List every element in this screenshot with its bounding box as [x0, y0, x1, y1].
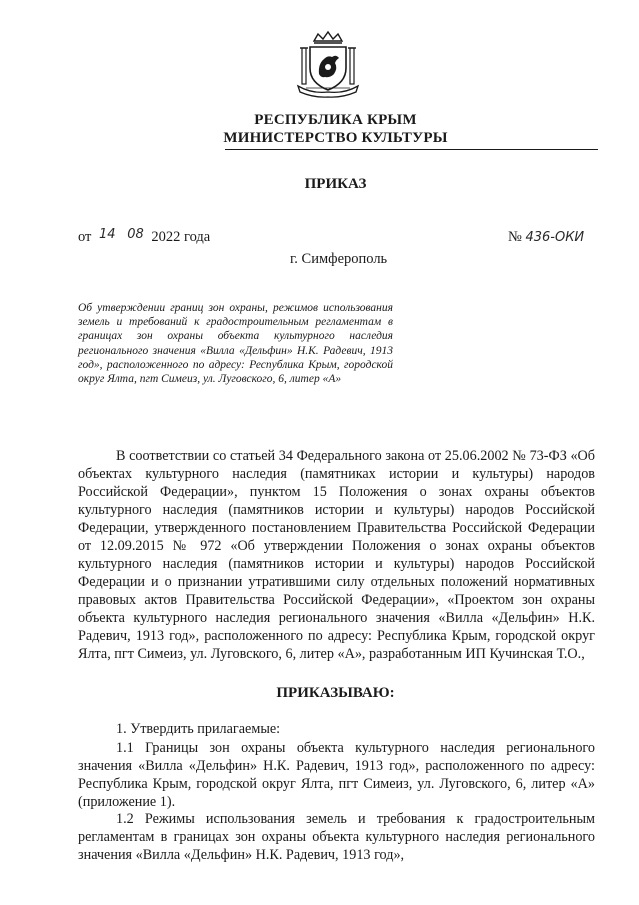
ministry-title: МИНИСТЕРСТВО КУЛЬТУРЫ — [223, 130, 448, 146]
preamble-paragraph: В соответствии со статьей 34 Федерального закона от 25.06.2002 № 73-ФЗ «Об объектах культурного наследия (памятниках истории и культуры) народов Российской Федерации», пунктом 15 Положения о зонах охраны объектов культурного наследия (памятников истории и культуры) народов Российской Федерации, утвержденного постановлением Правительства Российской Федерации от 12.09.2015 № 972 «Об утверждении Положения о зонах охраны объектов культурного наследия (памятников истории и культуры) народов Российской Федерации и о признании утратившими силу отдельных положений нормативных правовых актов Правительства Российской Федерации», «Проектом зон охраны объекта культурного наследия регионального значения «Вилла «Дельфин» Н.К. Радевич, 1913 год», расположенного по адресу: Республика Крым, городской округ Ялта, пгт Симеиз, ул. Луговского, 6, литер «А», разработанным ИП Кучинская Т.О., — [78, 448, 595, 662]
order-item-1: 1. Утвердить прилагаемые: — [116, 721, 281, 737]
order-item-1-2: 1.2 Режимы использования земель и требования к градостроительным регламентам в границах зон охраны объекта культурного наследия регионального значения «Вилла «Дельфин» Н.К. Радевич, 1913 год», — [78, 811, 595, 863]
number-value: 436-ОКИ — [525, 230, 585, 245]
coat-of-arms-crimea-icon — [292, 28, 364, 100]
order-subject: Об утверждении границ зон охраны, режимов использования земель и требований к градостроительным регламентам в границах зон охраны объекта культурного наследия регионального значения «Вилла «Дельфин» Н.К. Радевич, 1913 год», расположенного по адресу: Республика Крым, городской округ Ялта, пгт Симеиз, ул. Луговского, 6, литер «А» — [78, 302, 393, 386]
document-type-title: ПРИКАЗ — [304, 176, 367, 192]
order-date — [78, 229, 210, 246]
date-day: 14 — [99, 227, 116, 242]
city-name: г. Симферополь — [290, 251, 388, 267]
number-prefix: № — [508, 229, 522, 245]
date-year: 2022 года — [151, 229, 211, 245]
order-number — [508, 229, 584, 246]
date-prefix: от — [78, 229, 92, 245]
order-item-1-1: 1.1 Границы зон охраны объекта культурного наследия регионального значения «Вилла «Дельфин» Н.К. Радевич, 1913 год», расположенного по адресу: Республика Крым, городской округ Ялта, пгт Симеиз, ул. Луговского, 6, литер «А» (приложение 1). — [78, 740, 595, 810]
republic-title: РЕСПУБЛИКА КРЫМ — [254, 112, 417, 128]
date-month: 08 — [127, 227, 144, 242]
order-heading: ПРИКАЗЫВАЮ: — [276, 685, 395, 701]
header-divider — [225, 149, 598, 150]
